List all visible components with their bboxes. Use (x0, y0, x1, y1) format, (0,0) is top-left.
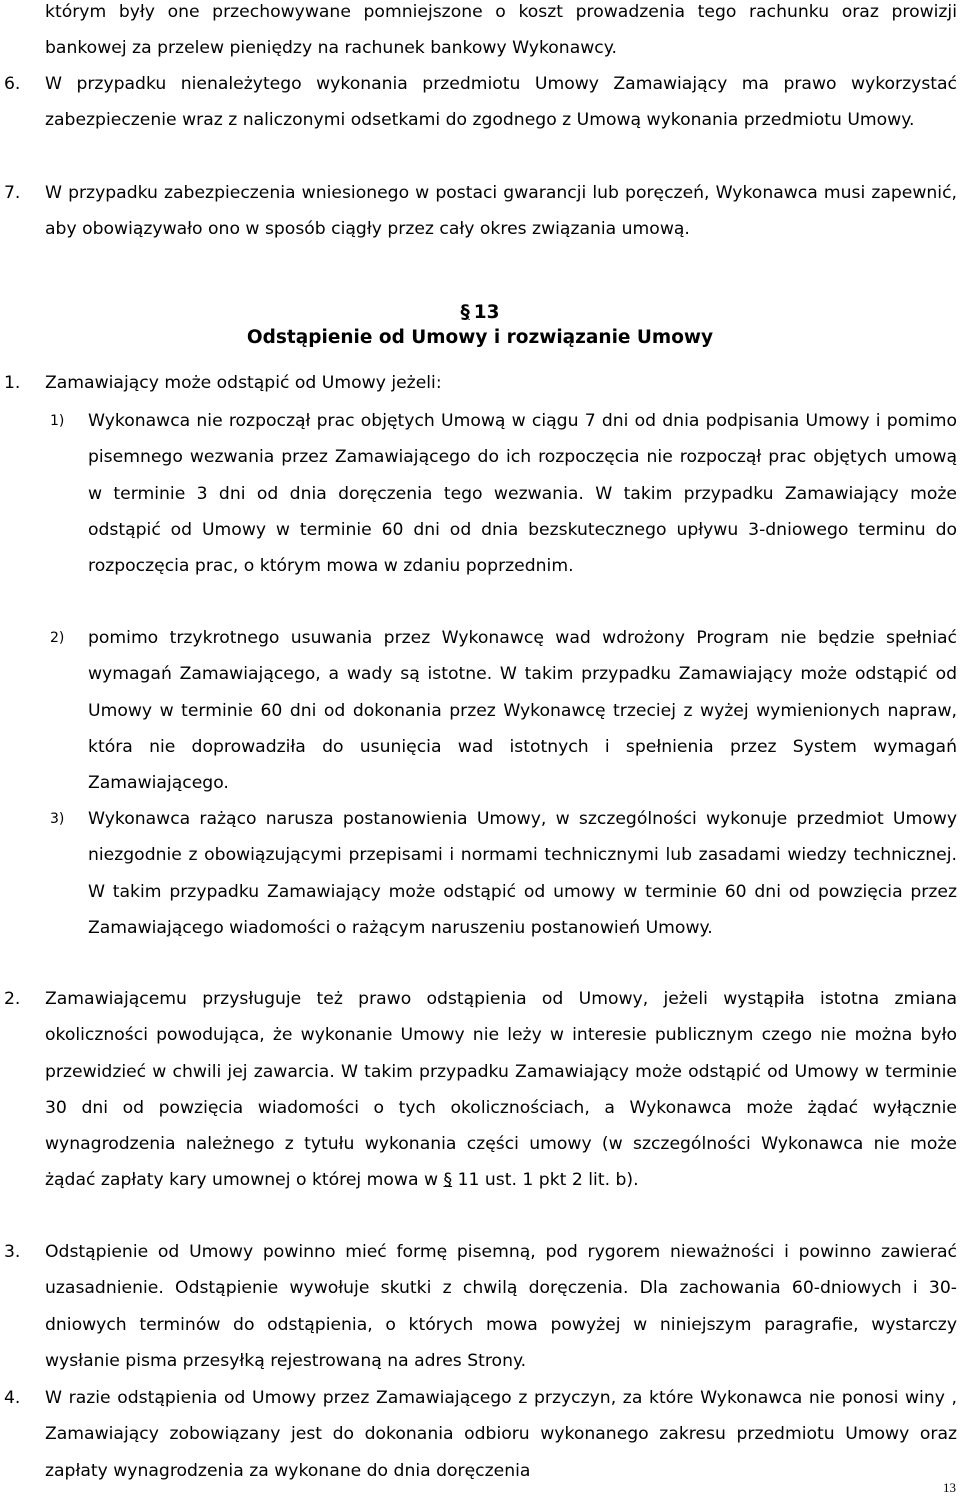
section-title: Odstąpienie od Umowy i rozwiązanie Umowy (246, 327, 714, 348)
page-number: 13 (943, 1480, 956, 1495)
item-1-number: 1. (4, 373, 21, 393)
subitem-3-paragraph: Wykonawca rażąco narusza postanowienia Umowy, w szczególności wykonuje przedmiot Umowy niezgodnie z obowiązującymi przepisami i normami technicznymi lub zasadami wiedzy technicznej. W takim przypadku Zamawiający może odstąpić od umowy w terminie 60 dni od powzięcia przez Zamawiającego wiadomości o rażącym naruszeniu postanowień Umowy. (88, 809, 957, 938)
item-2-section-symbol: § (443, 1170, 453, 1191)
item-7-number: 7. (4, 183, 21, 203)
section-number: 13 (473, 302, 500, 323)
item-6-number: 6. (4, 74, 21, 94)
item-3-number: 3. (4, 1242, 21, 1262)
item-4-number: 4. (4, 1388, 21, 1408)
section-symbol: § (460, 302, 470, 323)
subitem-2-paragraph: pomimo trzykrotnego usuwania przez Wykonawcę wad wdrożony Program nie będzie spełniać wymagań Zamawiającego, a wady są istotne. W takim przypadku Zamawiający może odstąpić od Umowy w terminie 60 dni od dokonania przez Wykonawcę trzeciej z wyżej wymienionych napraw, która nie doprowadziła do usunięcia wad istotnych i spełnienia przez System wymagań Zamawiającego. (88, 628, 957, 794)
item-1-paragraph: Zamawiający może odstąpić od Umowy jeżeli: (45, 373, 442, 393)
item-7-paragraph: W przypadku zabezpieczenia wniesionego w postaci gwarancji lub poręczeń, Wykonawca musi zapewnić, aby obowiązywało ono w sposób ciągły przez cały okres związania umową. (45, 183, 957, 240)
subitem-1-paragraph: Wykonawca nie rozpoczął prac objętych Umową w ciągu 7 dni od dnia podpisania Umowy i pomimo pisemnego wezwania przez Zamawiającego do ich rozpoczęcia nie rozpoczął prac objętych umową w terminie 3 dni od dnia doręczenia tego wezwania. W takim przypadku Zamawiający może odstąpić od Umowy w terminie 60 dni od dnia bezskutecznego upływu 3-dniowego terminu do rozpoczęcia prac, o którym mowa w zdaniu poprzednim. (88, 411, 957, 577)
item-2-paragraph (45, 981, 957, 1199)
item-4-paragraph: W razie odstąpienia od Umowy przez Zamawiającego z przyczyn, za które Wykonawca nie ponosi winy , Zamawiający zobowiązany jest do dokonania odbioru wykonanego zakresu przedmiotu Umowy oraz zapłaty wynagrodzenia za wykonane do dnia doręczenia (45, 1388, 957, 1481)
subitem-2-number: 2) (50, 630, 65, 646)
subitem-1-number: 1) (50, 413, 65, 429)
continuation-paragraph: którym były one przechowywane pomniejszone o koszt prowadzenia tego rachunku oraz prowizji bankowej za przelew pieniędzy na rachunek bankowy Wykonawcy. (45, 2, 957, 59)
item-2-number: 2. (4, 989, 21, 1009)
item-3-paragraph: Odstąpienie od Umowy powinno mieć formę pisemną, pod rygorem nieważności i powinno zawierać uzasadnienie. Odstąpienie wywołuje skutki z chwilą doręczenia. Dla zachowania 60-dniowych i 30-dniowych terminów do odstąpienia, o których mowa powyżej w niniejszym paragrafie, wystarczy wysłanie pisma przesyłką rejestrowaną na adres Strony. (45, 1242, 957, 1371)
item-2-text-a: Zamawiającemu przysługuje też prawo odstąpienia od Umowy, jeżeli wystąpiła istotna zmiana okoliczności powodująca, że wykonanie Umowy nie leży w interesie publicznym czego nie można było przewidzieć w chwili jej zawarcia. W takim przypadku Zamawiający może odstąpić od Umowy w terminie 30 dni od powzięcia wiadomości o tych okolicznościach, a Wykonawca może żądać wyłącznie wynagrodzenia należnego z tytułu wykonania części umowy (w szczególności Wykonawca nie może żądać zapłaty kary umownej o której mowa w (45, 989, 957, 1191)
item-2-text-b: 11 ust. 1 pkt 2 lit. b). (457, 1170, 639, 1191)
item-6-paragraph: W przypadku nienależytego wykonania przedmiotu Umowy Zamawiający ma prawo wykorzystać zabezpieczenie wraz z naliczonymi odsetkami do zgodnego z Umową wykonania przedmiotu Umowy. (45, 74, 957, 131)
subitem-3-number: 3) (50, 811, 65, 827)
